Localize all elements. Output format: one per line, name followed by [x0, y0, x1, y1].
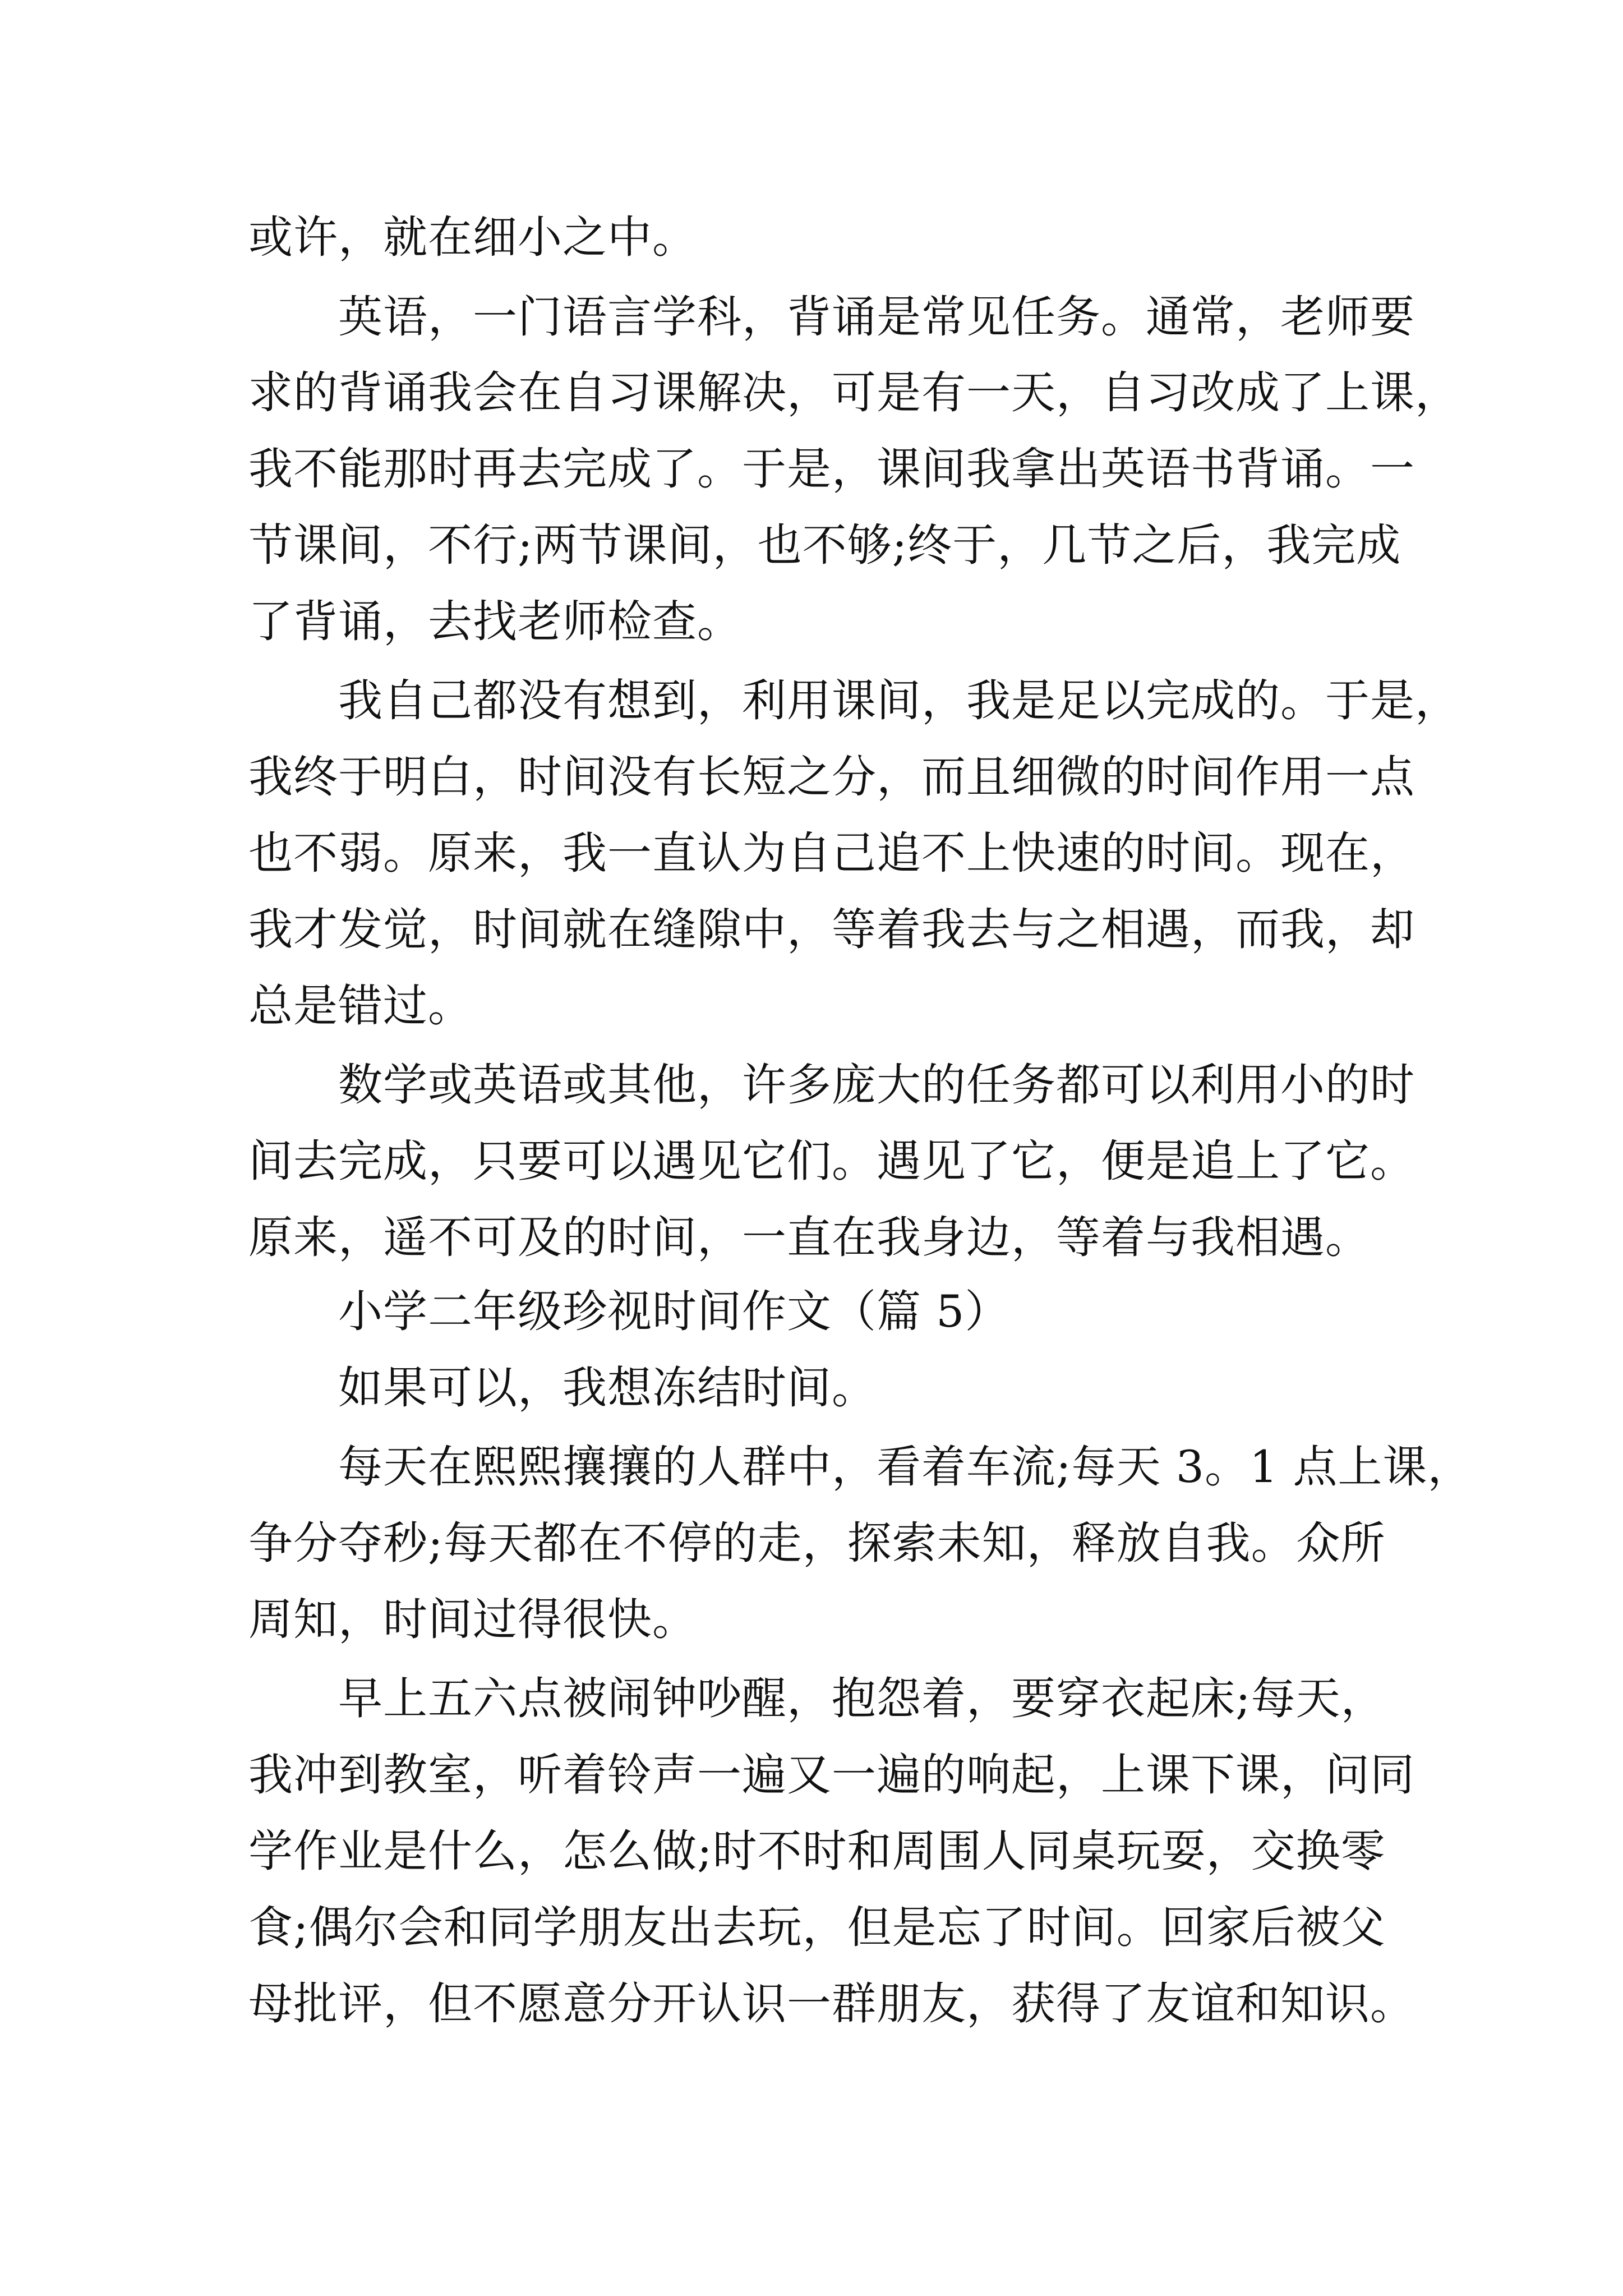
text-line: 或许，就在细小之中。 [248, 211, 697, 263]
text-line: 争分夺秒;每天都在不停的走，探索未知，释放自我。众所 [248, 1517, 1386, 1569]
text-line: 总是错过。 [248, 980, 473, 1032]
text-line: 原来，遥不可及的时间，一直在我身边，等着与我相遇。 [248, 1212, 1370, 1263]
text-line: 我终于明白，时间没有长短之分，而且细微的时间作用一点 [248, 751, 1415, 803]
text-line: 食;偶尔会和同学朋友出去玩，但是忘了时间。回家后被父 [248, 1902, 1386, 1953]
paragraph-start-line: 如果可以，我想冻结时间。 [338, 1362, 877, 1414]
paragraph-start-line: 我自己都没有想到，利用课间，我是足以完成的。于是， [338, 675, 1460, 726]
paragraph-start-line: 每天在熙熙攘攘的人群中，看着车流;每天 3。1 点上课， [338, 1441, 1473, 1493]
paragraph-start-line: 英语，一门语言学科，背诵是常见任务。通常，老师要 [338, 291, 1415, 343]
text-line: 学作业是什么，怎么做;时不时和周围人同桌玩耍，交换零 [248, 1825, 1386, 1877]
text-line: 节课间，不行;两节课间，也不够;终于，几节之后，我完成 [248, 519, 1401, 571]
text-line: 了背诵，去找老师检查。 [248, 596, 742, 647]
text-line: 我才发觉，时间就在缝隙中，等着我去与之相遇，而我，却 [248, 904, 1415, 955]
section-heading: 小学二年级珍视时间作文（篇 5） [338, 1286, 1010, 1337]
paragraph-start-line: 数学或英语或其他，许多庞大的任务都可以利用小的时 [338, 1059, 1415, 1111]
paragraph-start-line: 早上五六点被闹钟吵醒，抱怨着，要穿衣起床;每天， [338, 1673, 1386, 1724]
text-line: 间去完成，只要可以遇见它们。遇见了它，便是追上了它。 [248, 1135, 1415, 1187]
text-line: 求的背诵我会在自习课解决，可是有一天，自习改成了上课， [248, 367, 1460, 418]
text-line: 母批评，但不愿意分开认识一群朋友，获得了友谊和知识。 [248, 1978, 1415, 2030]
text-line: 也不弱。原来，我一直认为自己追不上快速的时间。现在， [248, 827, 1415, 879]
text-line: 我不能那时再去完成了。于是，课间我拿出英语书背诵。一 [248, 443, 1415, 495]
text-line: 我冲到教室，听着铃声一遍又一遍的响起，上课下课，问同 [248, 1749, 1415, 1801]
text-line: 周知，时间过得很快。 [248, 1594, 697, 1645]
